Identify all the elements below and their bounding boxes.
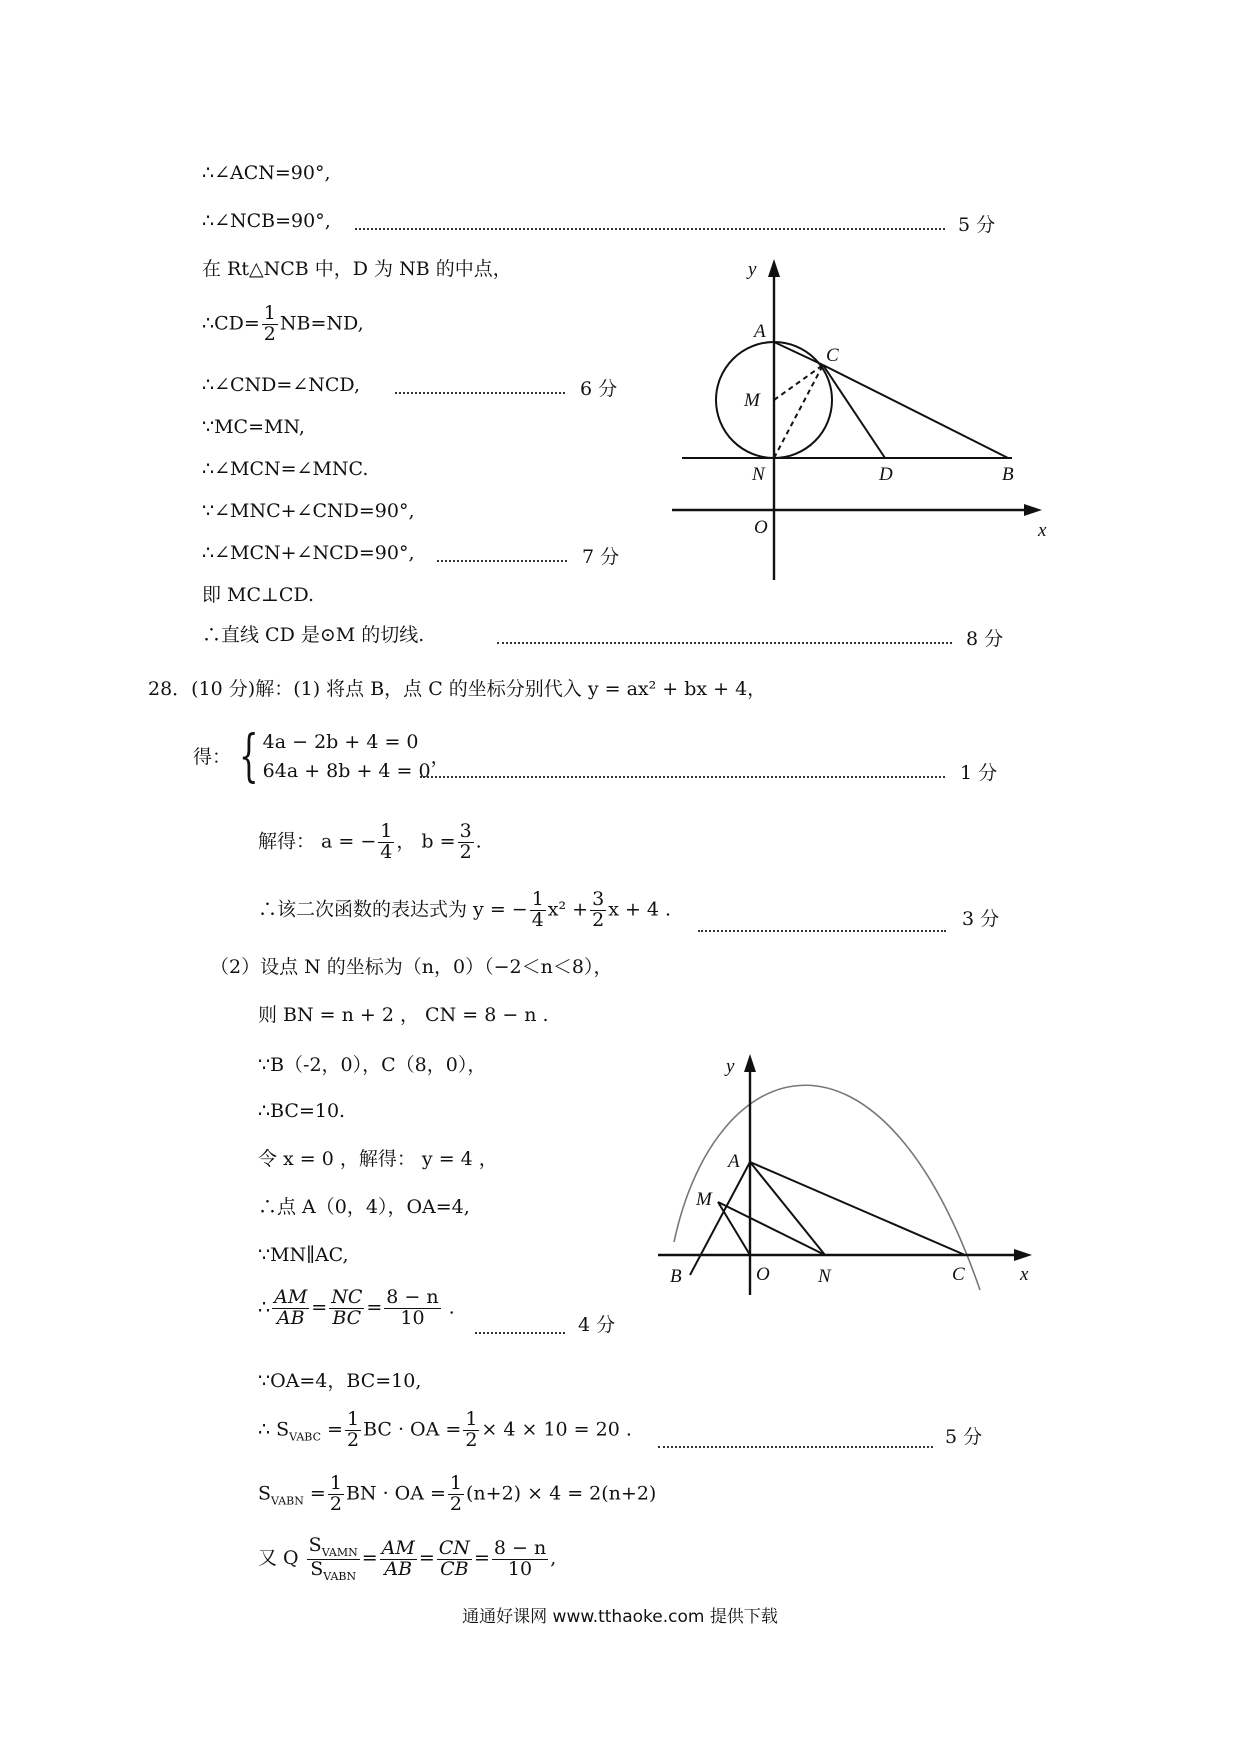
denominator: 2 (329, 1492, 342, 1515)
cd-suffix: NB=ND, (279, 312, 364, 335)
area-subscript: VABN (271, 1494, 304, 1508)
fraction-three-halves (590, 890, 606, 931)
label-c: C (826, 345, 839, 366)
label-x: x (1038, 520, 1047, 541)
numerator: 1 (531, 888, 544, 910)
score-8: 8 分 (966, 628, 1004, 650)
label-y: y (748, 259, 757, 280)
label-a: A (754, 321, 766, 342)
parabola-figure (650, 1050, 1050, 1300)
leader-dots (437, 560, 567, 562)
area-abc-line (258, 1410, 632, 1451)
equals: = (418, 1547, 435, 1570)
area-end: (n+2) × 4 = 2(n+2) (466, 1482, 657, 1505)
leader-dots (658, 1446, 933, 1448)
label-y: y (726, 1056, 735, 1077)
denominator: CB (440, 1557, 469, 1580)
expr-mid2: x + 4 . (608, 898, 672, 921)
equals: = (321, 1418, 343, 1441)
denominator: $S_{VABN}$ (310, 1557, 357, 1583)
solve-line (258, 822, 482, 863)
fraction-quarter (530, 890, 546, 931)
leader-dots (497, 642, 952, 644)
proof-line-8: ∵∠MNC+∠CND=90°, (202, 500, 415, 522)
de-label: 得： (193, 746, 232, 769)
system-comma: ， (430, 746, 450, 769)
denominator: 2 (449, 1492, 463, 1515)
leader-dots (395, 392, 565, 394)
equals: = (303, 1482, 326, 1505)
bn-cn-line: 则 BN = n + 2 ， CN = 8 − n . (258, 1004, 549, 1026)
leader-dots (698, 930, 946, 932)
label-n: N (818, 1266, 831, 1287)
y-axis-arrow (768, 259, 780, 277)
label-n: N (752, 464, 765, 485)
left-brace: { (239, 724, 259, 790)
label-a: A (728, 1151, 740, 1172)
equals: = (361, 1547, 378, 1570)
solve-mid: ， b = (396, 830, 456, 853)
numerator: AM (381, 1536, 415, 1559)
part2-header: （2）设点 N 的坐标为（n，0）（−2＜n＜8）， (210, 956, 613, 978)
area-mid: BC · OA = (363, 1418, 462, 1441)
numerator: NC (331, 1286, 363, 1308)
fraction-half (345, 1410, 361, 1451)
x-axis-arrow (1024, 504, 1042, 516)
point-a-line: ∴点 A（0，4），OA=4, (258, 1196, 470, 1218)
ratio-period: . (442, 1296, 455, 1319)
denominator: 4 (380, 840, 393, 863)
score-1: 1 分 (960, 762, 998, 784)
ratio-line (258, 1288, 455, 1329)
segment-ac (774, 342, 823, 365)
numerator: 1 (380, 820, 393, 842)
fraction-am-ab (272, 1288, 309, 1329)
label-b: B (670, 1266, 682, 1287)
fraction-cn-cb (437, 1536, 472, 1580)
score-5-b: 5 分 (945, 1426, 983, 1448)
segment-cd (823, 365, 885, 458)
proof-line-9: ∴∠MCN+∠NCD=90°, (202, 542, 415, 564)
q28-header: 28．(10 分)解：(1) 将点 B，点 C 的坐标分别代入 y = ax² + bx + 4， (148, 678, 767, 700)
label-o: O (754, 517, 768, 538)
proof-line-11: ∴直线 CD 是⊙M 的切线. (202, 624, 425, 646)
denominator: AB (276, 1306, 305, 1329)
area-mid: BN · OA = (345, 1482, 446, 1505)
numerator: 1 (449, 1472, 463, 1494)
numerator: 3 (459, 820, 472, 842)
area-s: S (258, 1482, 272, 1505)
leader-dots (355, 228, 945, 230)
segment-mc (774, 365, 823, 400)
denominator: 2 (263, 322, 276, 345)
therefore: ∴ (258, 1296, 271, 1319)
y-axis-arrow (744, 1054, 756, 1072)
equation-1: 4a − 2b + 4 = 0 (262, 731, 419, 753)
leader-dots (420, 776, 945, 778)
label-x: x (1020, 1264, 1029, 1285)
cd-prefix: ∴CD= (202, 312, 260, 335)
bc-coords-line: ∵B（-2，0），C（8，0）， (258, 1054, 487, 1076)
fraction-half (328, 1474, 344, 1515)
x-axis-arrow (1014, 1249, 1032, 1261)
denominator: 2 (459, 840, 472, 863)
proof-line-6: ∵MC=MN, (202, 416, 305, 438)
expression-line (258, 890, 671, 931)
numerator: 1 (329, 1472, 342, 1494)
fraction-three-halves (458, 822, 474, 863)
score-7: 7 分 (582, 546, 620, 568)
numerator: 8 − n (386, 1286, 439, 1308)
denominator: AB (384, 1557, 413, 1580)
label-m: M (696, 1189, 712, 1210)
oa-bc-line: ∵OA=4，BC=10, (258, 1370, 422, 1392)
label-c: C (952, 1264, 965, 1285)
segment-nc (774, 365, 823, 458)
segment-an (750, 1162, 825, 1255)
numerator: CN (438, 1536, 470, 1559)
fraction-quarter (378, 822, 394, 863)
fraction-am-ab (380, 1536, 417, 1580)
label-d: D (879, 464, 893, 485)
solve-prefix: 解得： a = − (258, 830, 377, 853)
leader-dots (475, 1332, 565, 1334)
fraction-area-ratio (307, 1536, 360, 1582)
equals: = (311, 1296, 328, 1319)
proof-line-1: ∴∠ACN=90°, (202, 162, 331, 184)
segment-ac (750, 1162, 965, 1255)
denominator: 10 (507, 1557, 533, 1580)
numerator: 1 (346, 1408, 360, 1430)
label-b: B (1002, 464, 1014, 485)
denominator: 10 (400, 1306, 425, 1329)
numerator: 8 − n (493, 1536, 547, 1559)
area-abn-line (258, 1474, 656, 1515)
numerator: 1 (263, 302, 276, 324)
solve-period: . (475, 830, 482, 853)
equation-2: 64a + 8b + 4 = 0 (262, 760, 431, 783)
denominator: BC (332, 1306, 362, 1329)
fraction-half (262, 304, 278, 345)
ratio-comma: , (550, 1547, 557, 1570)
expr-prefix: ∴该二次函数的表达式为 y = − (258, 898, 528, 921)
bc-line: ∴BC=10. (258, 1100, 346, 1122)
area-end: × 4 × 10 = 20 . (481, 1418, 632, 1441)
numerator: 1 (465, 1408, 478, 1430)
numerator: 3 (592, 888, 605, 910)
segment-cb (823, 365, 1008, 458)
denominator: 4 (531, 908, 544, 931)
denominator: 2 (465, 1428, 478, 1451)
score-3: 3 分 (962, 908, 1000, 930)
fraction-half (463, 1410, 479, 1451)
numerator: AM (274, 1286, 308, 1308)
equals: = (473, 1547, 490, 1570)
proof-line-5: ∴∠CND=∠NCD, (202, 374, 361, 396)
ling-line: 令 x = 0 ，解得： y = 4 ， (258, 1148, 498, 1170)
segment-ab (690, 1162, 750, 1275)
fraction-nc-bc (329, 1288, 364, 1329)
proof-line-3: 在 Rt△NCB 中，D 为 NB 的中点， (202, 258, 512, 280)
score-6: 6 分 (580, 378, 618, 400)
score-4: 4 分 (578, 1314, 616, 1336)
system-line (193, 724, 450, 790)
proof-line-7: ∴∠MCN=∠MNC. (202, 458, 369, 480)
label-m: M (744, 390, 760, 411)
proof-line-2: ∴∠NCB=90°, (202, 210, 331, 232)
denominator: 2 (346, 1428, 360, 1451)
proof-line-4 (202, 304, 364, 345)
expr-mid1: x² + (547, 898, 589, 921)
label-o: O (756, 1264, 770, 1285)
score-5-a: 5 分 (958, 214, 996, 236)
fraction-half (448, 1474, 464, 1515)
you-q: 又 Q (258, 1547, 299, 1570)
page-footer: 通通好课网 www.tthaoke.com 提供下载 (462, 1607, 778, 1627)
denominator: 2 (592, 908, 605, 931)
equals: = (366, 1296, 383, 1319)
area-ratio-line (258, 1536, 556, 1582)
area-subscript: VABC (289, 1430, 322, 1444)
fraction-8-n-10 (492, 1536, 548, 1580)
equation-system (263, 728, 431, 787)
parabola-curve (674, 1085, 980, 1290)
proof-line-10: 即 MC⊥CD. (202, 584, 315, 606)
circle-tangent-figure (660, 255, 1060, 585)
area-prefix: ∴ S (258, 1418, 290, 1441)
mn-ac-line: ∵MN∥AC, (258, 1244, 349, 1266)
numerator: $S_{VAMN}$ (308, 1534, 358, 1559)
fraction-8-n-10 (384, 1288, 440, 1329)
